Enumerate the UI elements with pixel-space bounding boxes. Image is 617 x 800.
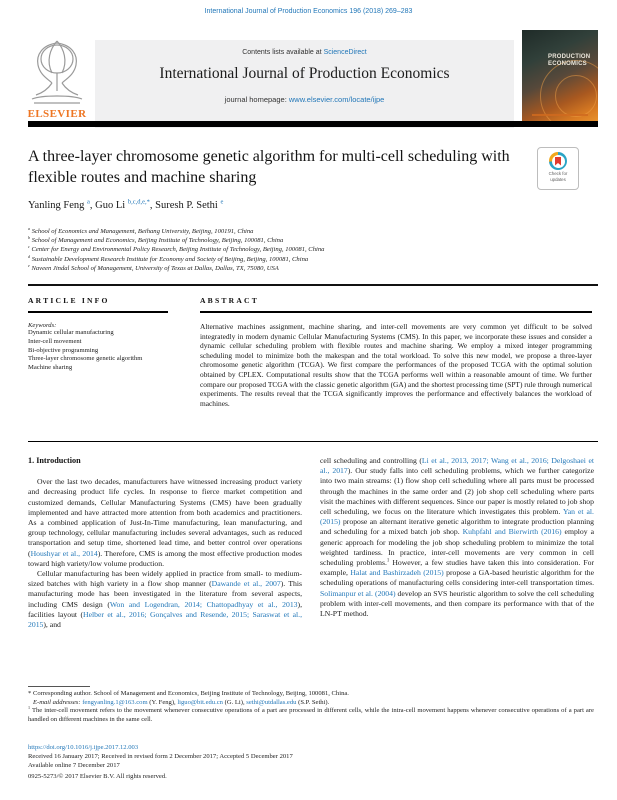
affiliation-line: $^b$ School of Management and Economics, Beijing Institute of Technology, Beijing, 100081, China <box>28 235 284 245</box>
doi-link[interactable]: https://doi.org/10.1016/j.ijpe.2017.12.003 <box>28 744 139 751</box>
abstract-text: Alternative machines assignment, machine sharing, and inter-cell movements are very common yet difficult to be solved integratedly in modern dynamic Cellular Manufacturing Systems (CMS). In this paper, we incorporate these issues and consider a dynamic cellular scheduling problem with flexible routes and machine sharing. We employ a mixed integer programming scheduling model to minimize both the makespan and the total workload. To solve this new model, we propose a three-layer chromosome genetic algorithm (TCGA). We first compare the performances of the proposed TCGA with the optimal solution obtained by CPLEX. Computational results show that the TCGA performs well within a reasonable amount of time. We further compare our proposed TCGA with the classic genetic algorithm (GA) and the shortest processing time (SPT) rule through numerical experiments. The results reveal that the TCGA significantly improves the performance and effectively balances the workload of machines. <box>200 322 592 408</box>
available-online-line: Available online 7 December 2017 <box>28 761 120 769</box>
article-info-column <box>28 296 178 373</box>
inline-link[interactable]: Halat and Bashirzadeh (2015) <box>350 568 444 578</box>
cover-title-line2: ECONOMICS <box>548 60 587 67</box>
inline-link[interactable]: b,c,d,e,* <box>127 198 150 206</box>
journal-header-box <box>95 40 514 128</box>
intro-paragraph-2: Cellular manufacturing has been widely applied in practice from small- to medium-sized batches with high variety in a flow shop manner (Dawande et al., 2007). This manufacturing mode has been investigated in the literature from several aspects, including CMS design (Won and Logendran, 2014; Chattopadhyay et al., 2013), facilities layout (Helber et al., 2016; Gonçalves and Resende, 2015; Saraswat et al., 2015), and <box>28 569 303 630</box>
article-meta-block <box>28 744 594 782</box>
inline-link[interactable]: Helber et al., 2016; Gonçalves and Resende, 2015; Saraswat et al., 2015 <box>28 609 303 630</box>
bookmark-icon <box>555 157 561 166</box>
keyword-item: Machine sharing <box>28 364 73 372</box>
sciencedirect-link[interactable]: ScienceDirect <box>323 49 367 56</box>
crossmark-circle-icon <box>549 152 567 170</box>
contents-line <box>95 49 514 56</box>
corresponding-author-note: * Corresponding author. School of Management and Economics, Beijing Institute of Technology, Beijing, 100081, China. <box>28 690 349 697</box>
inline-link[interactable]: a <box>87 198 90 206</box>
abstract-rule <box>200 311 592 313</box>
inline-link[interactable]: Houshyar et al., 2014 <box>30 548 98 558</box>
section-divider-rule <box>28 284 598 286</box>
elsevier-tree-icon <box>28 92 86 109</box>
abstract-bottom-rule <box>28 441 598 442</box>
article-info-header: ARTICLE INFO <box>28 296 110 305</box>
received-dates-line: Received 16 January 2017; Received in revised form 2 December 2017; Accepted 5 December 2017 <box>28 752 293 760</box>
journal-title: International Journal of Production Economics <box>159 65 450 82</box>
affiliation-line: $^a$ School of Economics and Management, Beihang University, Beijing, 100191, China <box>28 225 254 235</box>
masthead-divider-bar <box>28 121 598 127</box>
body-left-column <box>28 456 302 630</box>
section-heading-introduction: 1. Introduction <box>28 456 81 465</box>
affiliation-line: $^d$ Sustainable Development Research Institute for Economy and Society of Beijing, Beijing, 100081, China <box>28 253 309 263</box>
abstract-column <box>200 296 592 408</box>
authors-line: Yanling Feng $^a$, Guo Li $^{b,c,d,e,*}$, Suresh P. Sethi $^e$ <box>28 198 224 211</box>
article-info-rule <box>28 311 168 313</box>
homepage-link[interactable]: www.elsevier.com/locate/ijpe <box>288 95 385 104</box>
homepage-prefix: journal homepage: <box>224 95 289 104</box>
badge-label: Check for updates <box>548 171 568 182</box>
keywords-label: Keywords: <box>28 322 57 329</box>
inline-link[interactable]: sethi@utdallas.edu <box>246 698 297 706</box>
inline-link[interactable]: liguo@bit.edu.cn <box>177 698 223 706</box>
article-body <box>28 456 594 630</box>
inline-link[interactable]: e <box>220 198 224 206</box>
cover-footer-bar <box>532 114 588 116</box>
keyword-item: Inter-cell movement <box>28 337 82 345</box>
elsevier-logo[interactable] <box>20 39 94 128</box>
cover-ring-decoration <box>555 75 597 117</box>
journal-cover-thumbnail[interactable] <box>522 30 598 123</box>
homepage-line <box>95 95 514 104</box>
keyword-item: Three-layer chromosome genetic algorithm <box>28 355 143 363</box>
affiliation-line: $^e$ Naveen Jindal School of Management, University of Texas at Dallas, Dallas, TX, 75080, USA <box>28 262 279 272</box>
affiliations-block <box>28 227 324 273</box>
body-right-column <box>320 456 594 630</box>
article-title: A three-layer chromosome genetic algorithm for multi-cell scheduling with flexible routes and machine sharing <box>28 148 510 187</box>
intro-paragraph-1: Over the last two decades, manufacturers have witnessed increasing product variety and decreasing product life cycles. In response to fierce market competition and customized demands, Cellular Manufacturing Systems (CMS) have been gradually implemented and have attracted more attention from both academics and practitioners. As a combined application of Just-In-Time manufacturing, lean manufacturing, and group technology, cellular manufacturing includes several advantages, such as reduced transportation and setup time, shortened lead time, and better control over operations (Houshyar et al., 2014). Therefore, CMS is among the most effective production modes toward high variety/low volume production. <box>28 477 302 568</box>
abstract-header: ABSTRACT <box>200 296 259 305</box>
inline-link[interactable]: Dawande et al., 2007 <box>211 579 281 589</box>
cover-title <box>548 54 590 68</box>
affiliation-line: $^c$ Center for Energy and Environmental Policy Research, Beijing Institute of Technology, Beijing, 100081, China <box>28 244 325 254</box>
copyright-line: 0925-5273/© 2017 Elsevier B.V. All rights reserved. <box>28 773 167 781</box>
inline-link[interactable]: Solimanpur et al. (2004) <box>320 588 396 598</box>
inline-link[interactable]: fengyanling.1@163.com <box>82 698 148 706</box>
inline-link[interactable]: Yan et al. (2015) <box>320 507 594 527</box>
check-updates-badge[interactable] <box>537 147 579 190</box>
contents-prefix: Contents lists available at <box>242 49 324 56</box>
journal-citation-line: International Journal of Production Economics 196 (2018) 269–283 <box>204 8 413 15</box>
inline-link[interactable]: Kuhpfahl and Bierwirth (2016) <box>462 527 562 537</box>
keyword-item: Bi-objective programming <box>28 346 99 354</box>
cover-title-line1: PRODUCTION <box>548 54 591 60</box>
keyword-item: Dynamic cellular manufacturing <box>28 329 114 336</box>
inline-link[interactable]: Li et al., 2013, 2017; Wang et al., 2016; Delgoshaei et al., 2017 <box>320 456 594 476</box>
intro-paragraph-3: cell scheduling and controlling (Li et al., 2013, 2017; Wang et al., 2016; Delgoshaei et al., 2017). Our study falls into cell scheduling problems, which we further categorize into two main streams: (1) flow shop cell scheduling where all parts must be processed through the machines in the same order and (2) job shop cell scheduling where parts visit the machines with different sequences. Since our paper is mostly related to job shop cell scheduling, we focus on the literature which investigates this problem. Yan et al. (2015) propose an alternant iterative genetic algorithm to integrate production planning and scheduling for a mixed batch job shop. Kuhpfahl and Bierwirth (2016) employ a generic approach for modeling the job shop scheduling problem to minimize the total weighted tardiness. In practice, inter-cell movements are very common in cell scheduling problems.$^1$ However, a few studies have taken this into consideration. For example, Halat and Bashirzadeh (2015) propose a GA-based heuristic algorithm for the scheduling operations of manufacturing cells considering inter-cell transportation times. Solimanpur et al. (2004) develop an SVS heuristic algorithm to solve the cell scheduling problem with inter-cell movements, and then compare its performance with that of the LN-PT method. <box>320 456 594 619</box>
footnotes-block <box>28 690 594 724</box>
email-addresses-note: E-mail addresses: fengyanling.1@163.com (Y. Feng), liguo@bit.edu.cn (G. Li), sethi@utdallas.edu (S.P. Sethi). <box>33 698 330 706</box>
footnote-1: $^1$ The inter-cell movement refers to the movement whenever consecutive operations of a part are processed in different cells, while the intra-cell movement happens whenever consecutive operations of a part are handled on different machines in the same cell. <box>28 705 594 723</box>
footnote-divider <box>28 686 90 687</box>
elsevier-wordmark: ELSEVIER <box>27 108 87 120</box>
inline-link[interactable]: Won and Logendran, 2014; Chattopadhyay et al., 2013 <box>109 599 298 609</box>
